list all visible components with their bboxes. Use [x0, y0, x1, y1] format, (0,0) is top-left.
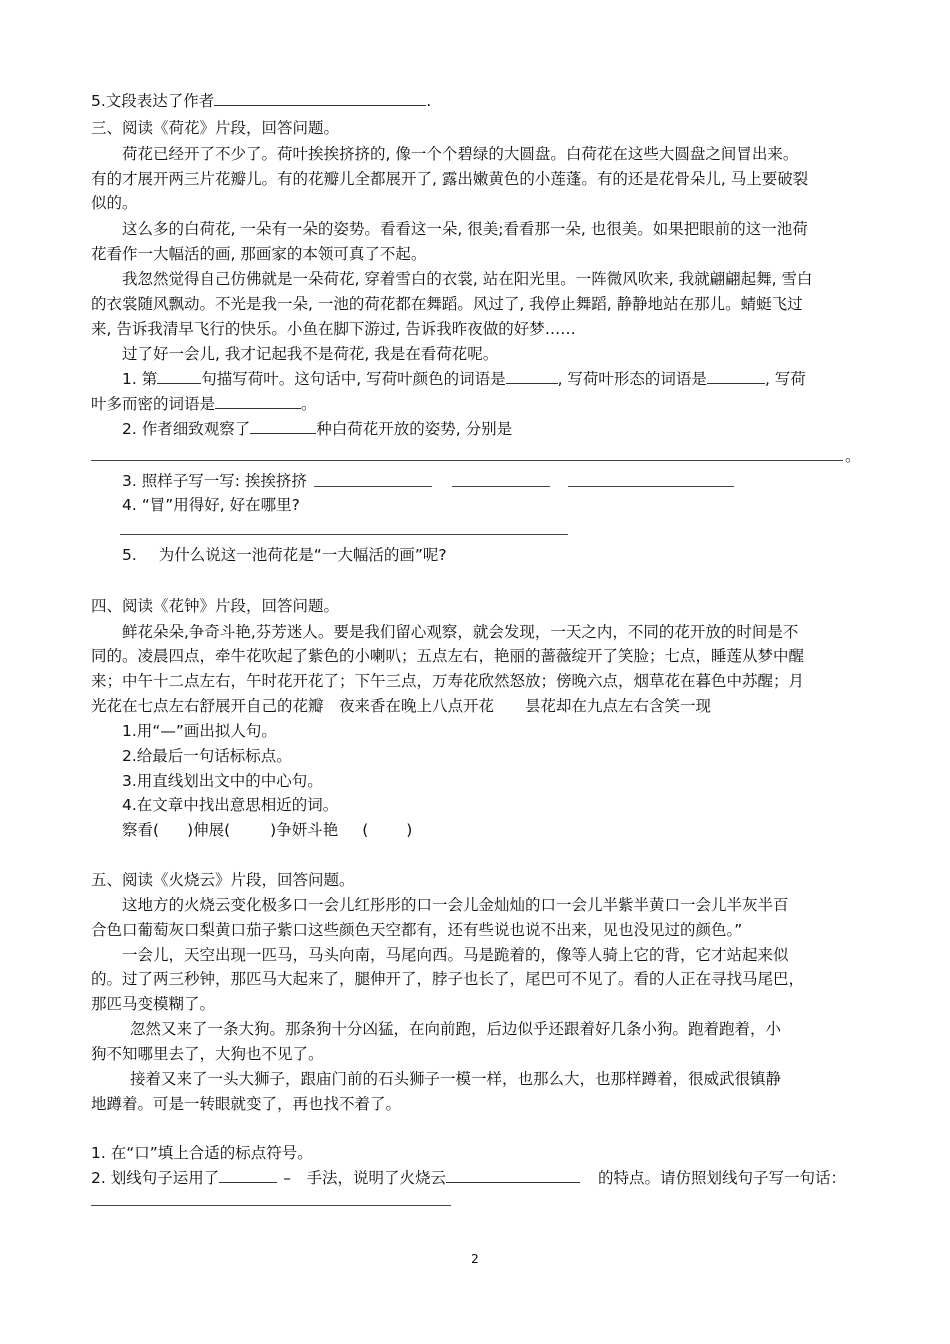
- word-prompt: (: [362, 821, 369, 839]
- passage-line: 的。过了两三秒钟，那匹马大起来了，腿伸开了，脖子也长了，尾巴可不见了。看的人正在寻找马尾巴，: [91, 970, 805, 988]
- question-text: 叶多而密的词语是: [91, 395, 216, 413]
- answer-line[interactable]: [314, 486, 432, 487]
- question-4: 4.在文章中找出意思相近的词。: [122, 796, 339, 814]
- passage-line: 似的。: [91, 194, 138, 212]
- question-4: 4. “冒”用得好, 好在哪里?: [122, 496, 300, 514]
- page-number: 2: [471, 1252, 479, 1266]
- question-1: 1.用“—”画出拟人句。: [122, 722, 277, 740]
- question-1: [122, 369, 806, 389]
- answer-line[interactable]: [91, 460, 843, 461]
- question-3: [122, 471, 307, 491]
- question-text: , 写荷叶形态的词语是: [557, 370, 707, 388]
- question-text: 1. 第: [122, 370, 158, 388]
- question-text: , 写荷: [764, 370, 806, 388]
- question-2: 2.给最后一句话标标点。: [122, 747, 292, 765]
- question-text: 为什么说这一池荷花是“一大幅活的画”呢?: [158, 546, 447, 564]
- passage-line: 地蹲着。可是一转眼就变了，再也找不着了。: [91, 1095, 402, 1113]
- section-3-heading: 三、阅读《荷花》片段，回答问题。: [91, 119, 340, 137]
- word-prompt: ): [406, 821, 413, 839]
- section-5-heading: 五、阅读《火烧云》片段，回答问题。: [91, 871, 355, 889]
- passage-line: 接着又来了一头大狮子，跟庙门前的石头狮子一模一样，也那么大，也那样蹲着，很威武很镇静: [130, 1070, 782, 1088]
- question-1-cont: [91, 394, 317, 414]
- q5-prev-suffix: .: [426, 92, 432, 110]
- question-text: 2. 作者细致观察了: [122, 420, 251, 438]
- passage-line: 鲜花朵朵,争奇斗艳,芬芳迷人。要是我们留心观察，就会发现，一天之内，不同的花开放的时间是不: [122, 623, 799, 641]
- passage-line: 光花在七点左右舒展开自己的花瓣 夜来香在晚上八点开花 昙花却在九点左右含笑一现: [91, 697, 712, 715]
- passage-line: 我忽然觉得自己仿佛就是一朵荷花, 穿着雪白的衣裳, 站在阳光里。一阵微风吹来, 我就翩翩起舞, 雪白: [122, 270, 813, 288]
- passage-line: 来；中午十二点左右，午时花开花了；下午三点，万寿花欣然怒放；傍晚六点，烟草花在暮色中苏醒；月: [91, 672, 805, 690]
- question-number: 5.: [122, 546, 137, 564]
- answer-line[interactable]: [452, 486, 550, 487]
- answer-blank[interactable]: [707, 369, 765, 384]
- word-prompt: )争妍斗艳: [270, 821, 339, 839]
- section-4-heading: 四、阅读《花钟》片段，回答问题。: [91, 597, 340, 615]
- passage-line: 有的才展开两三片花瓣儿。有的花瓣儿全都展开了, 露出嫩黄色的小莲蓬。有的还是花骨朵儿, 马上要破裂: [91, 170, 809, 188]
- word-prompt: 察看(: [122, 821, 160, 839]
- question-text: 2. 划线句子运用了: [91, 1169, 220, 1187]
- answer-blank[interactable]: [506, 369, 558, 384]
- answer-blank[interactable]: [219, 1168, 277, 1183]
- q5-prev-prefix: 5.文段表达了作者: [91, 92, 215, 110]
- passage-line: 过了好一会儿, 我才记起我不是荷花, 我是在看荷花呢。: [122, 345, 499, 363]
- question-text: 的特点。请仿照划线句子写一句话：: [597, 1169, 846, 1187]
- passage-line: 忽然又来了一条大狗。那条狗十分凶猛，在向前跑，后边似乎还跟着好几条小狗。跑着跑着，小: [130, 1020, 782, 1038]
- word-pairs-row: [122, 820, 412, 840]
- answer-blank[interactable]: [250, 419, 316, 434]
- answer-line[interactable]: [568, 486, 734, 487]
- question-text: 。: [301, 395, 317, 413]
- question-text: – 手法，说明了火烧云: [283, 1169, 446, 1187]
- q5-prev: [91, 91, 431, 111]
- question-3: 3.用直线划出文中的中心句。: [122, 772, 323, 790]
- answer-line[interactable]: [120, 534, 568, 535]
- answer-line[interactable]: [91, 1205, 451, 1206]
- answer-blank[interactable]: [215, 394, 301, 409]
- word-prompt: )伸展(: [187, 821, 231, 839]
- question-1: 1. 在“口”填上合适的标点符号。: [91, 1144, 313, 1162]
- passage-line: 花看作一大幅活的画, 那画家的本领可真了不起。: [91, 245, 427, 263]
- passage-line: 那匹马变模糊了。: [91, 995, 216, 1013]
- passage-line: 同的。凌晨四点，牵牛花吹起了紫色的小喇叭；五点左右，艳丽的蔷薇绽开了笑脸；七点，睡莲从梦中醒: [91, 647, 805, 665]
- answer-blank[interactable]: [446, 1168, 580, 1183]
- question-text: 种白荷花开放的姿势, 分别是: [316, 420, 513, 438]
- passage-line: 狗不知哪里去了，大狗也不见了。: [91, 1045, 324, 1063]
- question-2: [122, 419, 512, 439]
- question-text: 句描写荷叶。这句话中, 写荷叶颜色的词语是: [201, 370, 506, 388]
- question-5: [122, 545, 447, 565]
- answer-blank[interactable]: [214, 91, 426, 106]
- passage-line: 这地方的火烧云变化极多口一会儿红彤彤的口一会儿金灿灿的口一会儿半紫半黄口一会儿半灰半百: [122, 896, 789, 914]
- question-2: [91, 1168, 846, 1188]
- passage-line: 这么多的白荷花, 一朵有一朵的姿势。看看这一朵, 很美;看看那一朵, 也很美。如果把眼前的这一池荷: [122, 220, 808, 238]
- passage-line: 合色口葡萄灰口梨黄口茄子紫口这些颜色天空都有，还有些说也说不出来，见也没见过的颜色。”: [91, 921, 743, 939]
- passage-line: 的衣裳随风飘动。不光是我一朵, 一池的荷花都在舞蹈。风过了, 我停止舞蹈, 静静地站在那儿。蜻蜓飞过: [91, 295, 803, 313]
- period: 。: [845, 447, 861, 465]
- question-text: 3. 照样子写一写: 挨挨挤挤: [122, 472, 307, 490]
- passage-line: 荷花已经开了不少了。荷叶挨挨挤挤的, 像一个个碧绿的大圆盘。白荷花在这些大圆盘之间冒出来。: [122, 145, 799, 163]
- answer-blank[interactable]: [157, 369, 201, 384]
- passage-line: 一会儿，天空出现一匹马，马头向南，马尾向西。马是跪着的，像等人骑上它的背，它才站起来似: [122, 946, 789, 964]
- passage-line: 来, 告诉我清早飞行的快乐。小鱼在脚下游过, 告诉我昨夜做的好梦……: [91, 320, 576, 338]
